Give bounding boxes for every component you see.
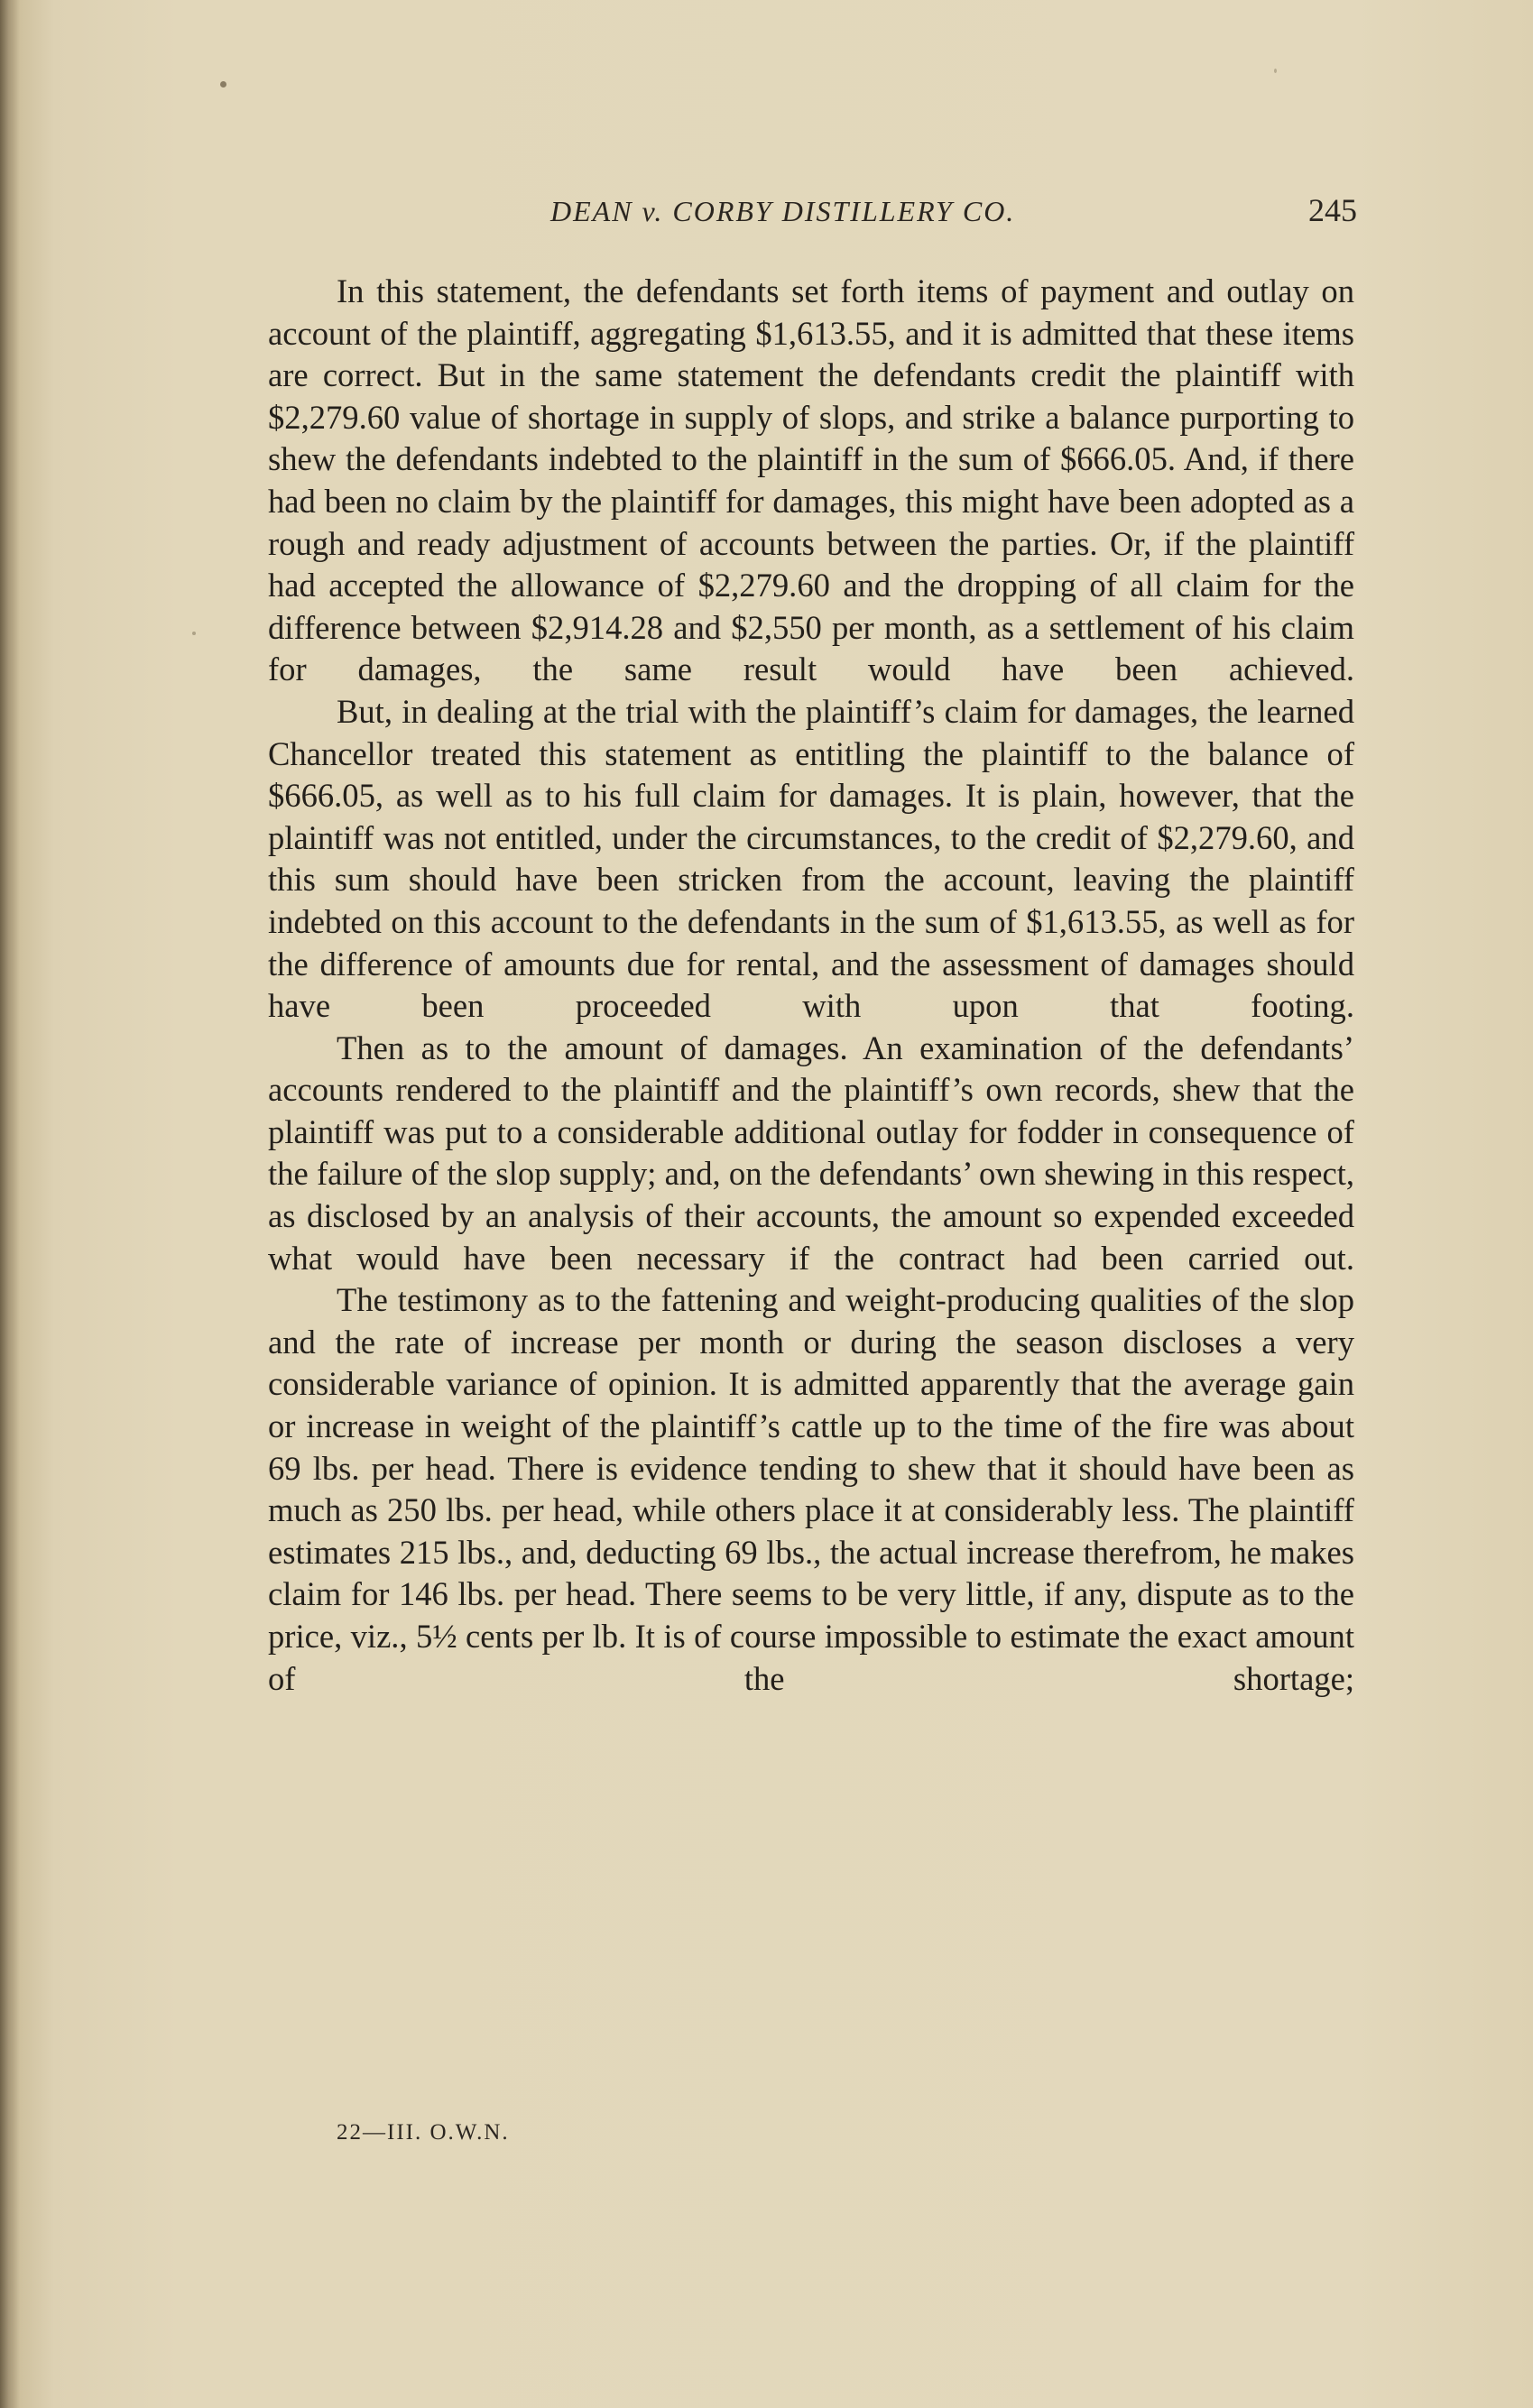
page-number: 245 <box>1308 192 1357 228</box>
binding-shadow <box>0 0 20 2408</box>
paper-speck <box>192 632 196 635</box>
paragraph: But, in dealing at the trial with the plaintiff’s claim for damages, the learned Chancellor treated this statement as entitling the plaintiff to the balance of $666.05, as well as to his full claim for damages. It is plain, however, that the plaintiff was not entitled, under the circumstances, to the credit of $2,279.60, and this sum should have been stricken from the account, leaving the plaintiff indebted on this account to the defendants in the sum of $1,613.55, as well as for the difference of amounts due for rental, and the assessment of damages should have been proceeded with upon that footing. <box>268 692 1354 1025</box>
signature-mark: 22—III. O.W.N. <box>337 2120 510 2145</box>
running-head <box>271 191 1357 236</box>
paper-speck <box>220 81 226 88</box>
paragraph: In this statement, the defendants set forth items of payment and outlay on account of the plaintiff, aggregating $1,613.55, and it is admitted that these items are correct. But in the same statement the defendants credit the plaintiff with $2,279.60 value of shortage in supply of slops, and strike a balance purporting to shew the defendants indebted to the plaintiff in the sum of $666.05. And, if there had been no claim by the plaintiff for damages, this might have been adopted as a rough and ready adjustment of accounts between the parties. Or, if the plaintiff had accepted the allowance of $2,279.60 and the dropping of all claim for the difference between $2,914.28 and $2,550 per month, as a settlement of his claim for damages, the same result would have been achieved. <box>268 272 1354 688</box>
paragraph: Then as to the amount of damages. An examination of the defendants’ accounts rendered to the plaintiff and the plaintiff’s own records, shew that the plaintiff was put to a considerable additional outlay for fodder in consequence of the failure of the slop supply; and, on the defendants’ own shewing in this respect, as disclosed by an analysis of their accounts, the amount so expended exceeded what would have been necessary if the contract had been carried out. <box>268 1029 1354 1277</box>
body-text <box>268 271 1354 1700</box>
running-title: DEAN v. CORBY DISTILLERY CO. <box>550 195 1016 227</box>
paper-speck <box>1274 69 1277 73</box>
paragraph: The testimony as to the fattening and weight-producing qualities of the slop and the rate of increase per month or during the season discloses a very considerable variance of opinion. It is admitted apparently that the average gain or increase in weight of the plaintiff’s cattle up to the time of the fire was about 69 lbs. per head. There is evidence tending to shew that it should have been as much as 250 lbs. per head, while others place it at considerably less. The plaintiff estimates 215 lbs., and, deducting 69 lbs., the actual increase therefrom, he makes claim for 146 lbs. per head. There seems to be very little, if any, dispute as to the price, viz., 5½ cents per lb. It is of course impossible to estimate the exact amount of the shortage; <box>268 1281 1354 1697</box>
